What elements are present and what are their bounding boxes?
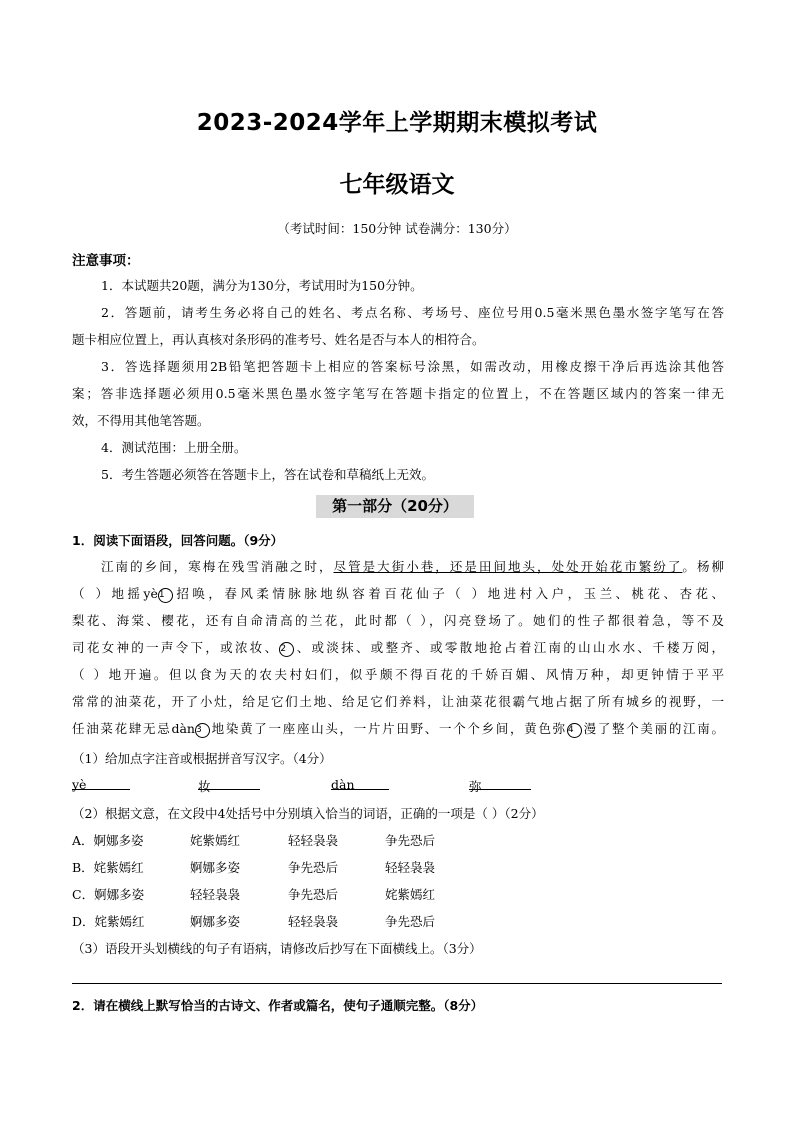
option-word: 轻轻袅袅	[190, 887, 241, 902]
notice-item-3-line-2: 案；答非选择题必须用0.5毫米黑色墨水签字笔写在答题卡指定的位置上，不在答题区域内的答案一律无	[72, 386, 724, 401]
part-one-label: 第一部分（20分）	[316, 495, 474, 518]
passage-text: 地染黄了一座座山头，一片片田野、一个个乡间，黄色弥	[209, 721, 567, 736]
option-word: 轻轻袅袅	[288, 833, 339, 848]
fill-label: 妆	[198, 779, 211, 794]
option-word: B．姹紫嫣红	[72, 860, 144, 875]
answer-blank[interactable]	[469, 777, 531, 790]
question-2-heading: 2．请在横线上默写恰当的古诗文、作者或篇名，使句子通顺完整。（8分）	[72, 998, 484, 1013]
option-word: 争先恐后	[288, 887, 339, 902]
notice-item-2-line-1: 2．答题前，请考生务必将自己的姓名、考点名称、考场号、座位号用0.5毫米黑色墨水签字笔写在答	[101, 305, 724, 320]
answer-blank[interactable]	[331, 777, 389, 790]
fill-label: dàn	[331, 777, 355, 792]
notice-item-3-line-3: 效，不得用其他笔答题。	[72, 413, 210, 428]
option-word: 婀娜多姿	[190, 860, 241, 875]
marker-1: 1	[158, 588, 173, 603]
option-d[interactable]	[72, 912, 572, 930]
exam-title: 2023-2024学年上学期期末模拟考试	[196, 110, 598, 136]
option-word: 姹紫嫣红	[385, 887, 436, 902]
question-1-heading: 1．阅读下面语段，回答问题。（9分）	[72, 533, 284, 548]
passage-line-7	[72, 720, 724, 738]
fill-in-row	[72, 777, 572, 795]
passage-line-1	[101, 558, 724, 576]
answer-line[interactable]	[72, 983, 722, 984]
sub-question-3: （3）语段开头划横线的句子有语病，请修改后抄写在下面横线上。（3分）	[72, 941, 482, 956]
sub-question-2: （2）根据文意，在文段中4处括号中分别填入恰当的词语，正确的一项是（ ）（2分）	[72, 806, 544, 821]
underlined-sentence: 尽管是大街小巷，还是田间地头，处处开始花市繁纷了	[333, 559, 683, 574]
passage-line-6: 常常的油菜花，开了小灶，给足它们土地、给足它们养料，让油菜花很霸气地占据了所有城乡的视野，一	[72, 694, 724, 709]
option-a[interactable]	[72, 831, 572, 849]
answer-blank[interactable]	[198, 777, 260, 790]
passage-text: 司花女神的一声令下，或浓妆、	[72, 640, 280, 655]
notice-item-3-line-1: 3．答选择题须用2B铅笔把答题卡上相应的答案标号涂黑，如需改动，用橡皮擦干净后再选涂其他答	[101, 359, 724, 374]
option-b[interactable]	[72, 858, 572, 876]
passage-text: 漫了整个美丽的江南。	[581, 721, 724, 736]
exam-info: （考试时间：150分钟 试卷满分：130分）	[277, 221, 517, 236]
option-word: 轻轻袅袅	[385, 860, 436, 875]
notice-heading: 注意事项：	[72, 253, 140, 269]
option-word: A．婀娜多姿	[72, 833, 144, 848]
passage-line-2	[72, 585, 724, 603]
answer-blank[interactable]	[72, 777, 130, 790]
notice-item-5: 5．考生答题必须答在答题卡上，答在试卷和草稿纸上无效。	[101, 467, 434, 482]
passage-line-5: （ ）地开遍。但以食为天的农夫村妇们，似乎颇不得百花的千娇百媚、风情万种，却更钟情于平平	[72, 667, 724, 682]
exam-subtitle: 七年级语文	[339, 172, 455, 198]
fill-label: 弥	[469, 779, 482, 794]
fill-label: yè	[72, 777, 87, 792]
option-word: 婀娜多姿	[190, 914, 241, 929]
passage-text: 江南的乡间，寒梅在残雪消融之时，	[101, 559, 334, 574]
passage-text: （ ）地摇yè	[72, 586, 158, 601]
marker-3: 3	[195, 723, 210, 738]
option-word: 争先恐后	[385, 833, 436, 848]
passage-text: 任油菜花肆无忌dàn	[72, 721, 195, 736]
passage-line-3: 梨花、海棠、樱花，还有自命清高的兰花，此时都（ ），闪亮登场了。她们的性子都很着急，等不及	[72, 613, 724, 628]
notice-item-1: 1．本试题共20题，满分为130分，考试用时为150分钟。	[101, 278, 423, 293]
passage-text: 、或淡抹、或整齐、或零散地抢占着江南的山山水水、千楼万阅，	[294, 640, 724, 655]
option-c[interactable]	[72, 885, 572, 903]
notice-item-4: 4．测试范围：上册全册。	[101, 440, 247, 455]
notice-item-2-line-2: 题卡相应位置上，再认真核对条形码的准考号、姓名是否与本人的相符合。	[72, 332, 485, 347]
passage-text: 招唤，春风柔情脉脉地纵容着百花仙子（ ）地进村入户，玉兰、桃花、杏花、	[172, 586, 724, 601]
option-word: 争先恐后	[288, 860, 339, 875]
option-word: 姹紫嫣红	[190, 833, 241, 848]
passage-line-4	[72, 639, 724, 657]
option-word: C．婀娜多姿	[72, 887, 145, 902]
option-word: 轻轻袅袅	[288, 914, 339, 929]
sub-question-1: （1）给加点字注音或根据拼音写汉字。（4分）	[72, 751, 332, 766]
option-word: 争先恐后	[385, 914, 436, 929]
passage-text: 。杨柳	[682, 559, 724, 574]
marker-4: 4	[567, 723, 582, 738]
marker-2: 2	[279, 642, 294, 657]
option-word: D．姹紫嫣红	[72, 914, 145, 929]
